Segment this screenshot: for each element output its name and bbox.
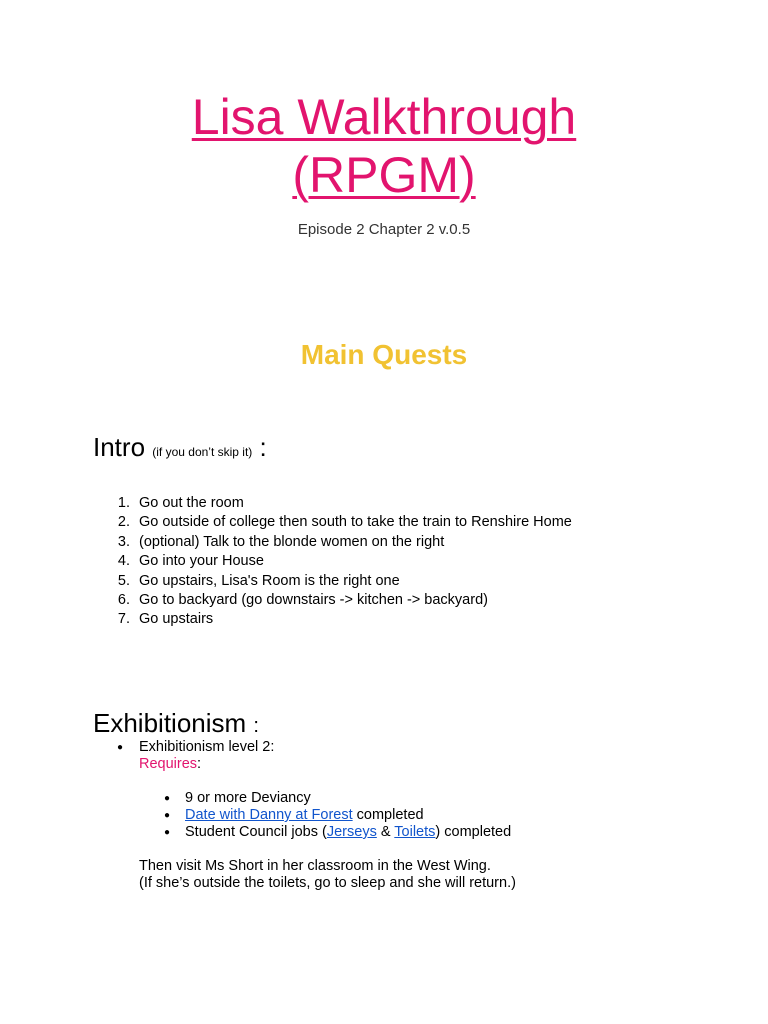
list-item <box>93 513 572 532</box>
intro-heading-note: (if you don’t skip it) <box>152 445 253 459</box>
list-item-text: Go upstairs <box>139 611 214 628</box>
intro-heading-colon: : <box>259 432 267 462</box>
requirement-jobs-suffix: ) completed <box>435 824 512 840</box>
document-title[interactable] <box>0 88 768 204</box>
visit-instructions <box>93 858 516 892</box>
list-item <box>93 824 516 841</box>
exhibitionism-heading-label: Exhibitionism <box>93 708 247 738</box>
title-line-1[interactable]: Lisa Walkthrough <box>191 89 577 145</box>
list-item-text: Go into your House <box>139 553 264 570</box>
list-item-number: 6. <box>117 592 130 609</box>
list-item-number: 1. <box>117 495 130 511</box>
exhibitionism-heading <box>93 707 259 742</box>
list-item <box>93 552 572 571</box>
requirement-date-suffix: completed <box>352 807 424 823</box>
requirements-list <box>93 790 516 841</box>
list-item <box>93 739 516 756</box>
bullet-icon: ● <box>164 827 171 838</box>
list-item-text: Go upstairs, Lisa's Room is the right one <box>139 572 400 589</box>
requirement-jobs-prefix: Student Council jobs ( <box>185 824 327 840</box>
list-item-number: 7. <box>117 611 130 628</box>
bullet-icon: ● <box>117 742 124 753</box>
list-item <box>93 790 516 807</box>
list-item-text: Go out the room <box>139 495 244 511</box>
exhibitionism-level-label: Exhibitionism level 2: <box>139 739 275 755</box>
exhibitionism-heading-colon: : <box>253 715 259 737</box>
date-with-danny-link[interactable]: Date with Danny at Forest <box>185 807 353 823</box>
list-item-text: (optional) Talk to the blonde women on the right <box>139 533 445 550</box>
visit-line-2: (If she’s outside the toilets, go to sleep and she will return.) <box>139 875 516 891</box>
requires-colon: : <box>197 756 202 772</box>
requirement-jobs-amp: & <box>376 824 395 840</box>
title-line-2[interactable]: (RPGM) <box>292 147 476 203</box>
list-item-number: 5. <box>117 572 130 589</box>
intro-steps-list <box>93 494 572 630</box>
list-item <box>93 591 572 610</box>
list-item-number: 4. <box>117 553 130 570</box>
intro-heading-label: Intro <box>93 432 146 462</box>
jerseys-link[interactable]: Jerseys <box>326 824 377 840</box>
visit-line-1: Then visit Ms Short in her classroom in the West Wing. <box>139 858 491 874</box>
toilets-link[interactable]: Toilets <box>394 824 436 840</box>
requires-label <box>93 756 516 773</box>
requires-text: Requires <box>139 756 198 772</box>
list-item <box>93 610 572 629</box>
document-subtitle: Episode 2 Chapter 2 v.0.5 <box>297 221 471 238</box>
list-item-text: Go outside of college then south to take the train to Renshire Home <box>139 514 572 531</box>
requirement-deviancy: 9 or more Deviancy <box>185 790 311 806</box>
list-item-number: 3. <box>117 533 130 550</box>
exhibitionism-section <box>93 739 516 892</box>
list-item <box>93 572 572 591</box>
bullet-icon: ● <box>164 810 171 821</box>
list-item-number: 2. <box>117 514 130 531</box>
intro-heading <box>93 432 267 467</box>
bullet-icon: ● <box>164 793 171 804</box>
list-item <box>93 807 516 824</box>
list-item <box>93 494 572 513</box>
list-item <box>93 533 572 552</box>
list-item-text: Go to backyard (go downstairs -> kitchen -> backyard) <box>139 592 488 609</box>
main-quests-heading: Main Quests <box>300 339 468 370</box>
